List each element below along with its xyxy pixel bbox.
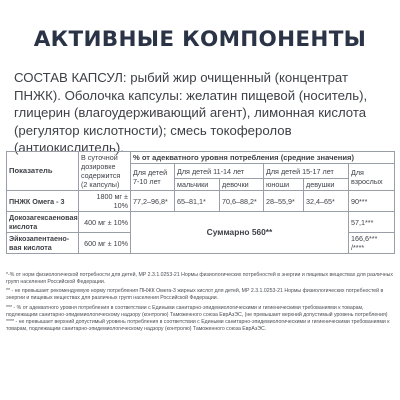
composition-text: СОСТАВ КАПСУЛ: рыбий жир очищенный (концентрат ПНЖК). Оболочка капсулы: желатин пищевой (носитель), глицерин (влагоудерживающий агент), лимонная кислота (регулятор кислотности); смесь токоферолов (антиокислитель). bbox=[14, 70, 368, 155]
footnote: *** - % от адекватного уровня потребления в соответствии с Едиными санитарно-эпидемиологическими и гигиеническими требованиями к товарам, подлежащим санитарно-эпидемиологическому надзору (контролю) Таможенного союза ЕврАзЭС, (не превышает верхний допустимый уровень потребления) **** - не превышает верхний допустимый уровень потребления в соответствии с Едиными санитарно-эпидемиологическими и гигиеническими требованиями к товарам, подлежащим санитарно-эпидемиологическому надзору (контролю) Таможенного союза ЕврАзЭС. bbox=[6, 304, 390, 332]
row-name: Эйкозапентаено-вая кислота bbox=[7, 233, 79, 254]
footnotes bbox=[6, 272, 394, 335]
header-dose: В суточной дозировке содержится (2 капсулы) bbox=[79, 152, 131, 191]
row-value-girls: 70,6–88,2* bbox=[220, 191, 264, 212]
row-value-adults: 90*** bbox=[349, 191, 395, 212]
table-row bbox=[7, 191, 395, 212]
row-dose: 400 мг ± 10% bbox=[79, 212, 131, 233]
header-children-7-10: Для детей 7-10 лет bbox=[131, 164, 175, 191]
row-summary: Суммарно 560** bbox=[131, 212, 349, 254]
header-adults: Для взрослых bbox=[349, 164, 395, 191]
page-title: АКТИВНЫЕ КОМПОНЕНТЫ bbox=[33, 27, 367, 52]
nutrient-table bbox=[6, 151, 395, 254]
header-children-15-17: Для детей 15-17 лет bbox=[264, 164, 349, 179]
header-boys: мальчики bbox=[175, 179, 220, 191]
row-value-adults: 57,1*** bbox=[349, 212, 395, 233]
header-youths: юноши bbox=[264, 179, 304, 191]
table-row bbox=[7, 212, 395, 233]
header-indicator: Показатель bbox=[7, 152, 79, 191]
header-girls: девочки bbox=[220, 179, 264, 191]
row-value-boys: 65–81,1* bbox=[175, 191, 220, 212]
header-percent: % от адекватного уровня потребления (средние значения) bbox=[131, 152, 395, 164]
header-girls-15-17: девушки bbox=[304, 179, 349, 191]
table-header-row bbox=[7, 152, 395, 164]
footnote: *-% от норм физиологической потребности для детей, МР 2.3.1.0253-21 Нормы физиологических потребностей в энергии и пищевых веществах для различных групп населения Российской Федерации. bbox=[6, 272, 393, 285]
row-value-girls-15-17: 32,4–65* bbox=[304, 191, 349, 212]
header-children-11-14: Для детей 11-14 лет bbox=[175, 164, 264, 179]
row-value-children-7-10: 77,2–96,8* bbox=[131, 191, 175, 212]
row-name: ПНЖК Омега - 3 bbox=[7, 191, 79, 212]
row-dose: 1800 мг ± 10% bbox=[79, 191, 131, 212]
row-dose: 600 мг ± 10% bbox=[79, 233, 131, 254]
nutrient-table-wrap bbox=[6, 151, 394, 254]
footnote: ** - не превышает рекомендуемую норму потребления ПНЖК Омега-3 жирных кислот для детей, МР 2.3.1.0253-21 Нормы физиологических потребностей в энергии и пищевых веществах для различных групп населения Российской Федерации. bbox=[6, 288, 384, 302]
row-value-youths: 28–55,9* bbox=[264, 191, 304, 212]
row-name: Докозагексаеновая кислота bbox=[7, 212, 79, 233]
row-value-adults: 166,6*** /**** bbox=[349, 233, 395, 254]
